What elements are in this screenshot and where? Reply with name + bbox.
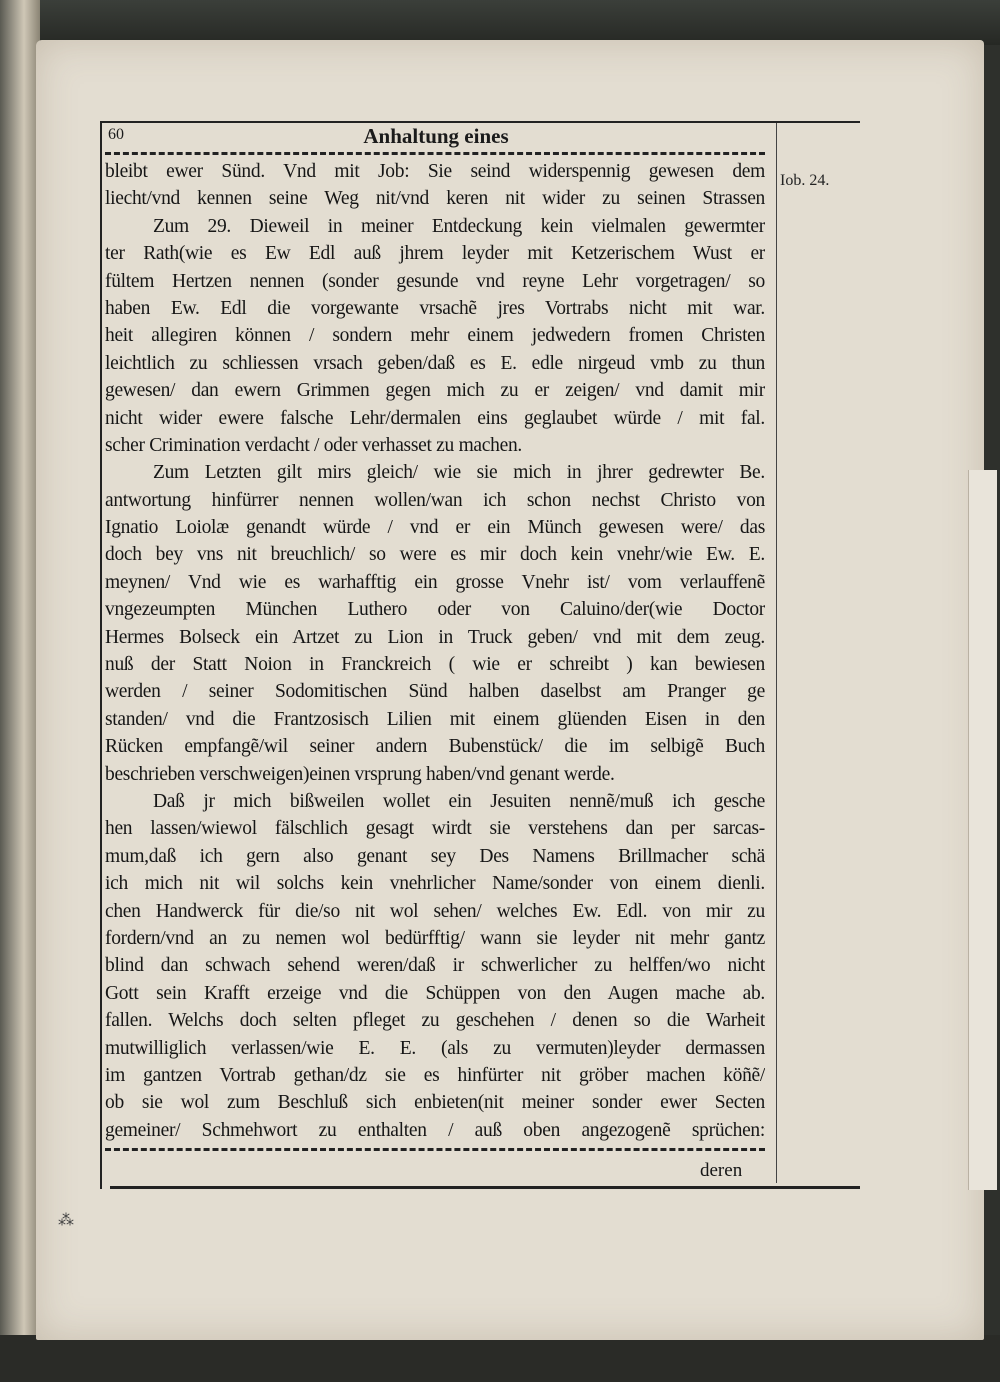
text-line: werden / seiner Sodomitischen Sünd halben daselbst am Pranger ge (105, 681, 765, 703)
body-text (105, 158, 765, 1144)
text-line: Gott sein Krafft erzeige vnd die Schüppen von den Augen mache ab. (105, 982, 765, 1004)
running-title: Anhaltung eines (363, 124, 509, 148)
page-header (108, 124, 764, 148)
text-line: vngezeumpten München Luthero oder von Caluino/der(wie Doctor (105, 599, 765, 621)
book-cover-top (0, 0, 1000, 45)
catchword: deren (700, 1160, 743, 1181)
text-line: blind dan schwach sehend weren/daß ir schwerlicher zu helffen/wo nicht (105, 955, 765, 977)
text-line: gemeiner/ Schmehwort zu enthalten / auß oben angezogenẽ sprüchen: (105, 1119, 765, 1141)
text-line: Daß jr mich bißweilen wollet ein Jesuiten nennẽ/muß ich gesche (153, 790, 765, 812)
header-divider (105, 152, 765, 155)
text-line: nuß der Statt Noion in Franckreich ( wie er schreibt ) kan bewiesen (105, 654, 765, 676)
frame-rule-right (776, 123, 777, 1183)
text-line: mutwilliglich verlassen/wie E. E. (als zu vermuten)leyder dermassen (105, 1037, 765, 1059)
text-line: liecht/vnd kennen seine Weg nit/vnd keren nit wider zu seinen Strassen (105, 188, 765, 210)
text-line: chen Handwerck für die/so nit wol sehen/ welches Ew. Edl. von mir zu (105, 900, 765, 922)
text-line: ter Rath(wie es Ew Edl auß jhrem leyder mit Ketzerischem Wust er (105, 243, 765, 265)
text-line: mum,daß ich gern also genant sey Des Namens Brillmacher schä (105, 845, 765, 867)
text-line: Ignatio Loiolæ genandt würde / vnd er ein Münch gewesen were/ das (105, 517, 765, 539)
book-cover-bottom (0, 1335, 1000, 1382)
text-line: antwortung hinfürrer nennen wollen/wan ich schon nechst Christo von (105, 489, 765, 511)
book-page-edges-left (0, 0, 40, 1382)
text-line: heit allegiren können / sondern mehr einem jedwedern fromen Christen (105, 325, 765, 347)
frame-rule-top (100, 121, 860, 123)
footer-divider (105, 1148, 765, 1151)
margin-note: Iob. 24. (780, 172, 830, 189)
text-line: bleibt ewer Sünd. Vnd mit Job: Sie seind widerspennig gewesen dem (105, 161, 765, 182)
text-line: nicht wider ewere falsche Lehr/dermalen eins geglaubet würde / mit fal. (105, 407, 765, 429)
text-line: haben Ew. Edl die vorgewante vrsachẽ jres Vortrabs nicht mit war. (105, 297, 765, 319)
frame-rule-left (100, 121, 102, 1189)
text-line: meynen/ Vnd wie es warhafftig ein grosse Vnehr ist/ vom verlauffenẽ (105, 571, 765, 593)
text-line: beschrieben verschweigen)einen vrsprung haben/vnd genant werde. (105, 763, 615, 785)
text-line: im gantzen Vortrab gethan/dz sie es hinfürter nit gröber machen köñẽ/ (105, 1064, 765, 1086)
text-line: Zum 29. Dieweil in meiner Entdeckung kein vielmalen gewermter (153, 215, 765, 237)
text-line: Hermes Bolseck ein Artzet zu Lion in Truck geben/ vnd mit dem zeug. (105, 626, 765, 648)
text-line: Zum Letzten gilt mirs gleich/ wie sie mich in jhrer gedrewter Be. (153, 462, 765, 484)
text-line: hen lassen/wiewol fälschlich gesagt wirdt sie verstehens dan per sarcas- (105, 818, 765, 840)
text-line: standen/ vnd die Frantzosisch Lilien mit einem glüenden Eisen in den (105, 708, 765, 730)
page-number: 60 (108, 126, 124, 143)
text-line: gewesen/ dan ewern Grimmen gegen mich zu er zeigen/ vnd damit mir (105, 380, 765, 402)
text-line: Rücken empfangẽ/wil seiner andern Bubenstück/ die im selbigẽ Buch (105, 736, 765, 758)
text-line: fültem Hertzen nennen (sonder gesunde vnd reyne Lehr vorgetragen/ so (105, 270, 765, 292)
text-line: doch bey vns nit breuchlich/ so were es mir doch kein vnehr/wie Ew. E. (105, 544, 765, 566)
text-line: fallen. Welchs doch selten pfleget zu geschehen / denen so die Warheit (105, 1010, 765, 1032)
frame-rule-bottom (110, 1186, 860, 1189)
text-line: leichtlich zu schliessen vrsach geben/daß es E. edle nirgeud vmb zu thun (105, 352, 765, 374)
text-line: ich mich nit wil solchs kein vnehrlicher Name/sonder von einem dienli. (105, 873, 765, 895)
text-line: ob sie wol zum Beschluß sich enbieten(nit meiner sonder ewer Secten (105, 1092, 765, 1114)
book-page-edge-right (968, 470, 997, 1190)
text-line: scher Crimination verdacht / oder verhasset zu machen. (105, 434, 522, 456)
ink-mark: ⁂ (58, 1212, 74, 1229)
text-line: fordern/vnd an zu nemen wol bedürfftig/ wann sie leyder nit mehr gantz (105, 927, 765, 949)
